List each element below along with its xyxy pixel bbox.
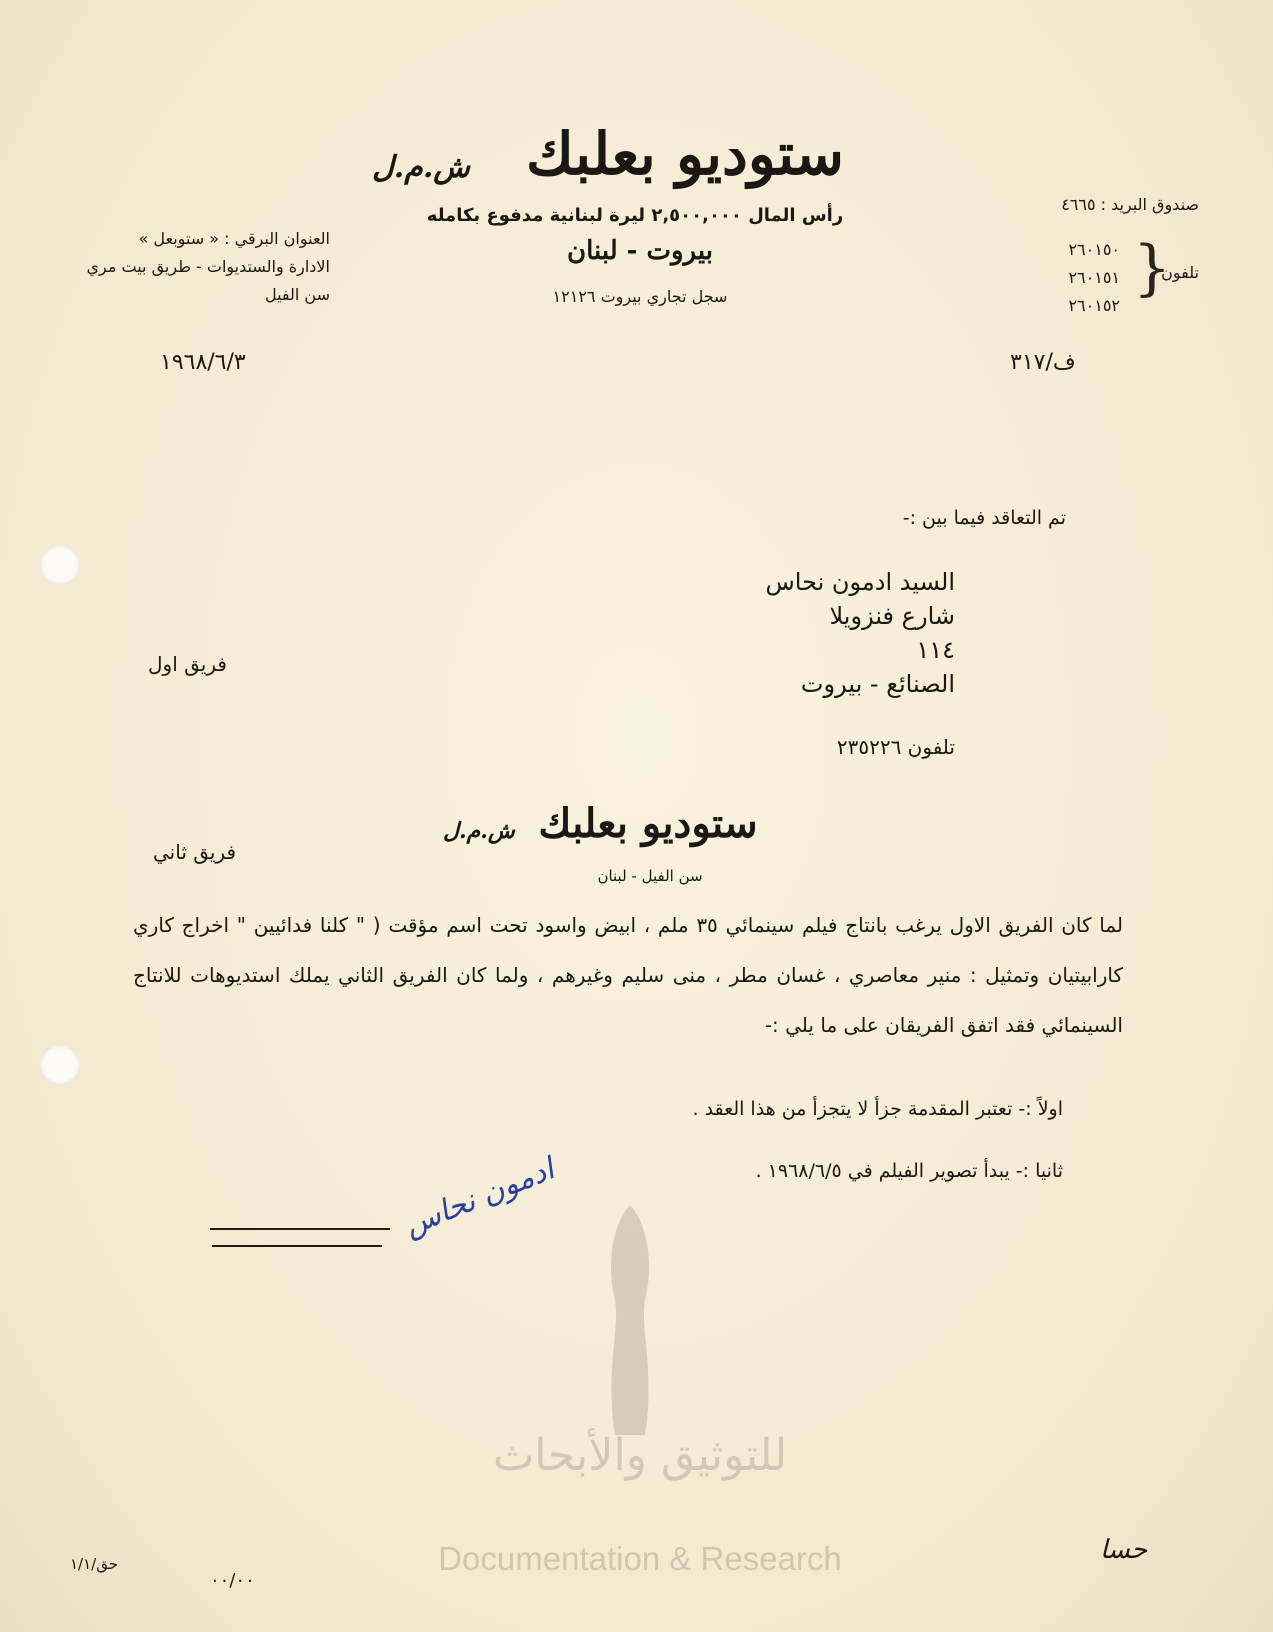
party1-label: فريق اول (148, 652, 227, 676)
po-box: صندوق البريد : ٤٦٦٥ (1061, 195, 1199, 214)
watermark-figure-icon (585, 1200, 675, 1440)
cable-line-3: سن الفيل (264, 285, 330, 304)
letter-date: ١٩٦٨/٦/٣ (160, 350, 246, 375)
party1-line-3: ١١٤ (916, 636, 955, 664)
footer-mid: ٠٠/٠٠ (210, 1570, 255, 1591)
phone-number-2: ٢٦٠١٥١ (1068, 268, 1120, 287)
punch-hole-top (40, 545, 80, 585)
party2-suffix: ش.م.ل (443, 818, 515, 844)
party2-label: فريق ثاني (153, 840, 237, 864)
company-capital: رأس المال ٢,٥٠٠,٠٠٠ ليرة لبنانية مدفوع بكامله (426, 205, 844, 226)
company-registry: سجل تجاري بيروت ١٢١٢٦ (552, 287, 728, 306)
cable-line-1: العنوان البرقي : « ستوبعل » (138, 229, 330, 248)
party1-address (655, 565, 955, 701)
watermark-arabic: للتوثيق والأبحاث (492, 1430, 788, 1481)
clause-second: ثانيا :- يبدأ تصوير الفيلم في ١٩٦٨/٦/٥ . (755, 1160, 1063, 1182)
footer-ref: حق/١/١ (70, 1555, 119, 1573)
phone-number-1: ٢٦٠١٥٠ (1068, 240, 1120, 259)
party1-line-2: شارع فنزويلا (829, 602, 955, 630)
signature-underline (212, 1245, 382, 1247)
watermark-english: Documentation & Research (438, 1540, 842, 1577)
cable-line-2: الادارة والستديوات - طريق بيت مري (86, 257, 330, 276)
party1-line-4: الصنائع - بيروت (800, 670, 955, 698)
clause-first: اولاً :- تعتبر المقدمة جزأ لا يتجزأ من هذا العقد . (692, 1098, 1063, 1120)
handwritten-signature: ادمون نحاس (399, 1151, 560, 1244)
contract-intro: تم التعاقد فيما بين :- (902, 507, 1066, 529)
phone-brace-icon: } (1133, 233, 1172, 303)
phone-label: تلفون (1161, 263, 1199, 282)
party2-logo: ستوديو بعلبك (538, 800, 758, 847)
party1-phone: تلفون ٢٣٥٢٢٦ (836, 735, 955, 759)
phone-number-3: ٢٦٠١٥٢ (1068, 296, 1120, 315)
party2-location: سن الفيل - لبنان (597, 867, 703, 885)
company-suffix: ش.م.ل (372, 150, 470, 185)
punch-hole-bottom (40, 1045, 80, 1085)
letter-reference: ف/٣١٧ (1010, 350, 1076, 375)
contract-paragraph: لما كان الفريق الاول يرغب بانتاج فيلم سينمائي ٣٥ ملم ، ابيض واسود تحت اسم مؤقت ( " كلنا فدائيين " اخراج كاري كارابيتيان وتمثيل : منير معاصري ، غسان مطر ، منى سليم وغيرهم ، ولما كان الفريق الثاني يملك استديوهات للانتاج السينمائي فقد اتفق الفريقان على ما يلي :- (133, 913, 1124, 1037)
company-logo: ستوديو بعلبك (526, 120, 844, 188)
cable-address (60, 225, 330, 309)
signature-stroke (210, 1228, 390, 1230)
handwritten-initials: حسا (1100, 1535, 1148, 1565)
phone-numbers (1010, 236, 1120, 320)
company-city: بيروت - لبنان (567, 236, 713, 266)
party1-line-1: السيد ادمون نحاس (765, 568, 955, 596)
